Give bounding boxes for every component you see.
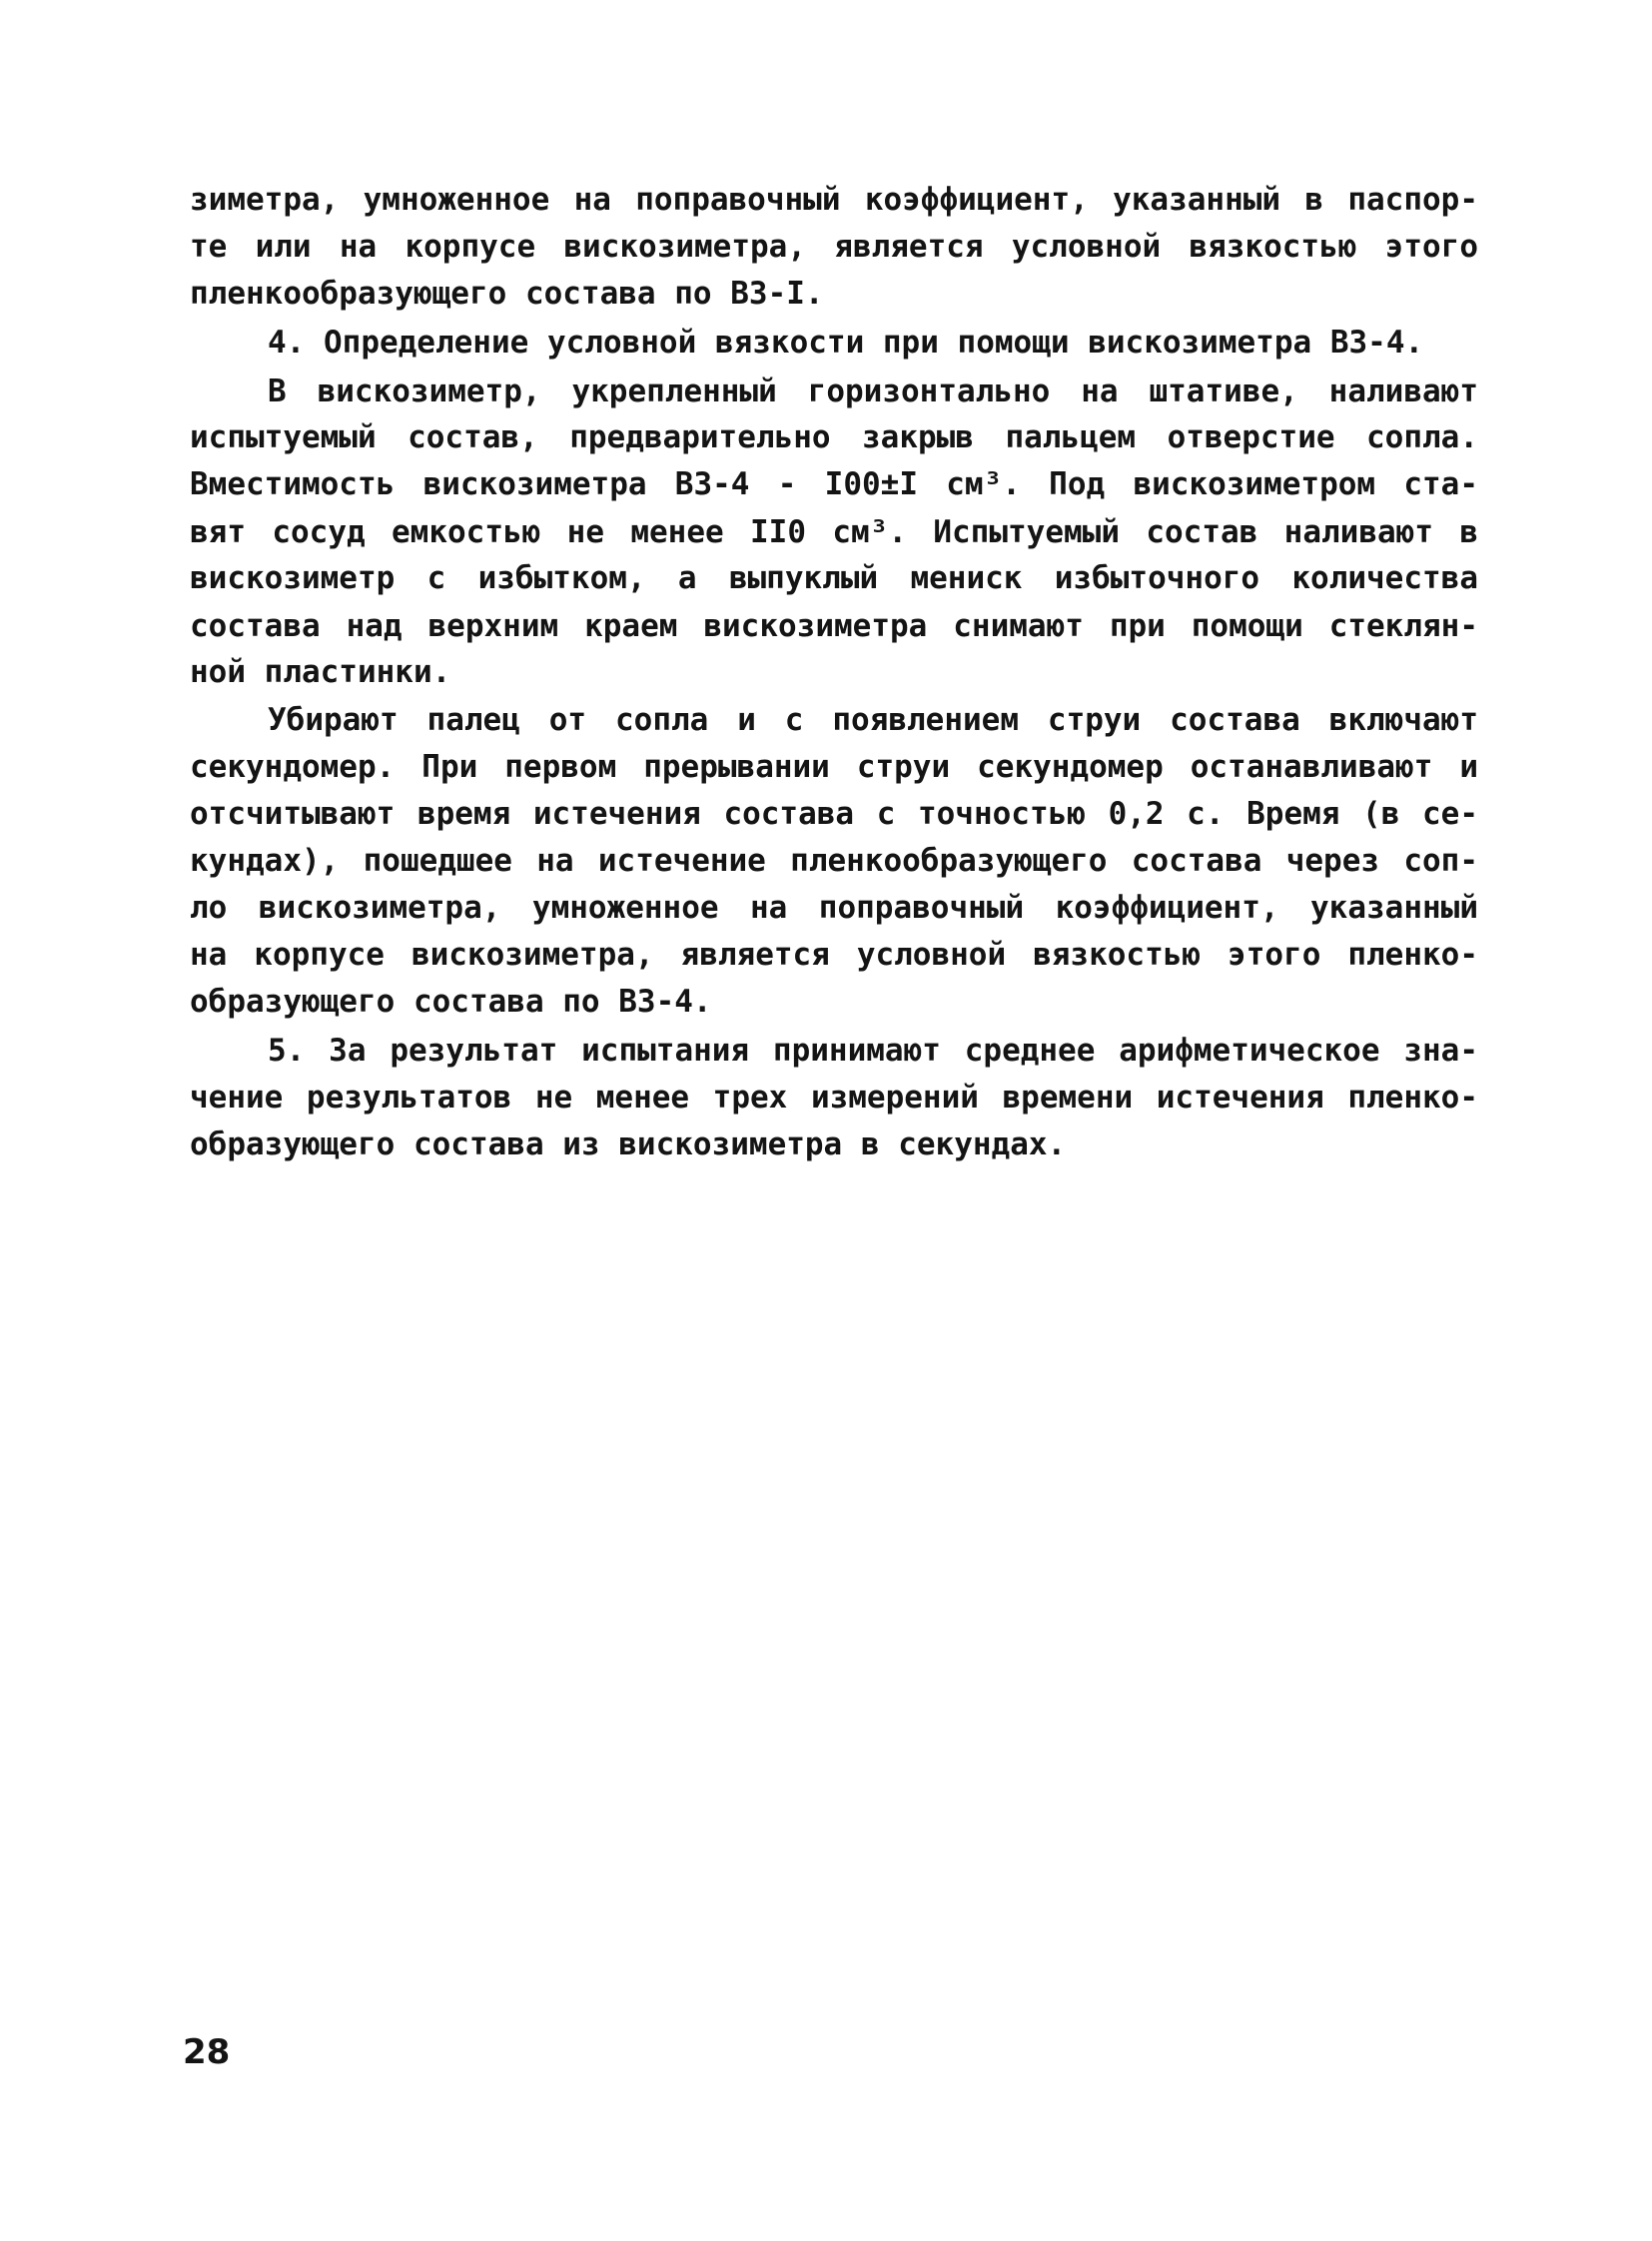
text-line: ной пластинки. <box>190 654 451 690</box>
text-line: образующего состава из вискозиметра в секундах. <box>190 1126 1067 1162</box>
text-line: секундомер. При первом прерывании струи секундомер останавливают и <box>190 749 1478 785</box>
text-line: пленкообразующего состава по ВЗ-I. <box>190 276 824 312</box>
text-line: отсчитывают время истечения состава с точностью 0,2 с. Время (в се- <box>190 796 1478 832</box>
text-line: на корпусе вискозиметра, является условной вязкостью этого пленко- <box>190 937 1478 973</box>
paragraph-heading: 4. Определение условной вязкости при помощи вискозиметра ВЗ-4. <box>268 325 1424 361</box>
text-line: вискозиметр с избытком, а выпуклый мениск избыточного количества <box>190 560 1478 596</box>
text-line: зиметра, умноженное на поправочный коэффициент, указанный в паспор- <box>190 182 1478 218</box>
text-line: Убирают палец от сопла и с появлением струи состава включают <box>268 702 1478 738</box>
text-line: ло вискозиметра, умноженное на поправочный коэффициент, указанный <box>190 890 1478 926</box>
text-line: В вискозиметр, укрепленный горизонтально на штативе, наливают <box>268 374 1478 409</box>
text-line: кундах), пошедшее на истечение пленкообразующего состава через соп- <box>190 843 1478 879</box>
page-number: 28 <box>183 2032 231 2072</box>
text-line: Вместимость вискозиметра ВЗ-4 - I00±I см³. Под вискозиметром ста- <box>190 466 1478 502</box>
text-line: вят сосуд емкостью не менее II0 см³. Испытуемый состав наливают в <box>190 514 1478 550</box>
text-line: чение результатов не менее трех измерений времени истечения пленко- <box>190 1080 1478 1116</box>
text-line: те или на корпусе вискозиметра, является условной вязкостью этого <box>190 229 1478 265</box>
text-line: испытуемый состав, предварительно закрыв пальцем отверстие сопла. <box>190 419 1478 455</box>
text-line: 5. За результат испытания принимают среднее арифметическое зна- <box>268 1033 1478 1069</box>
text-line: состава над верхним краем вискозиметра снимают при помощи стеклян- <box>190 608 1478 644</box>
text-line: образующего состава по ВЗ-4. <box>190 984 712 1020</box>
